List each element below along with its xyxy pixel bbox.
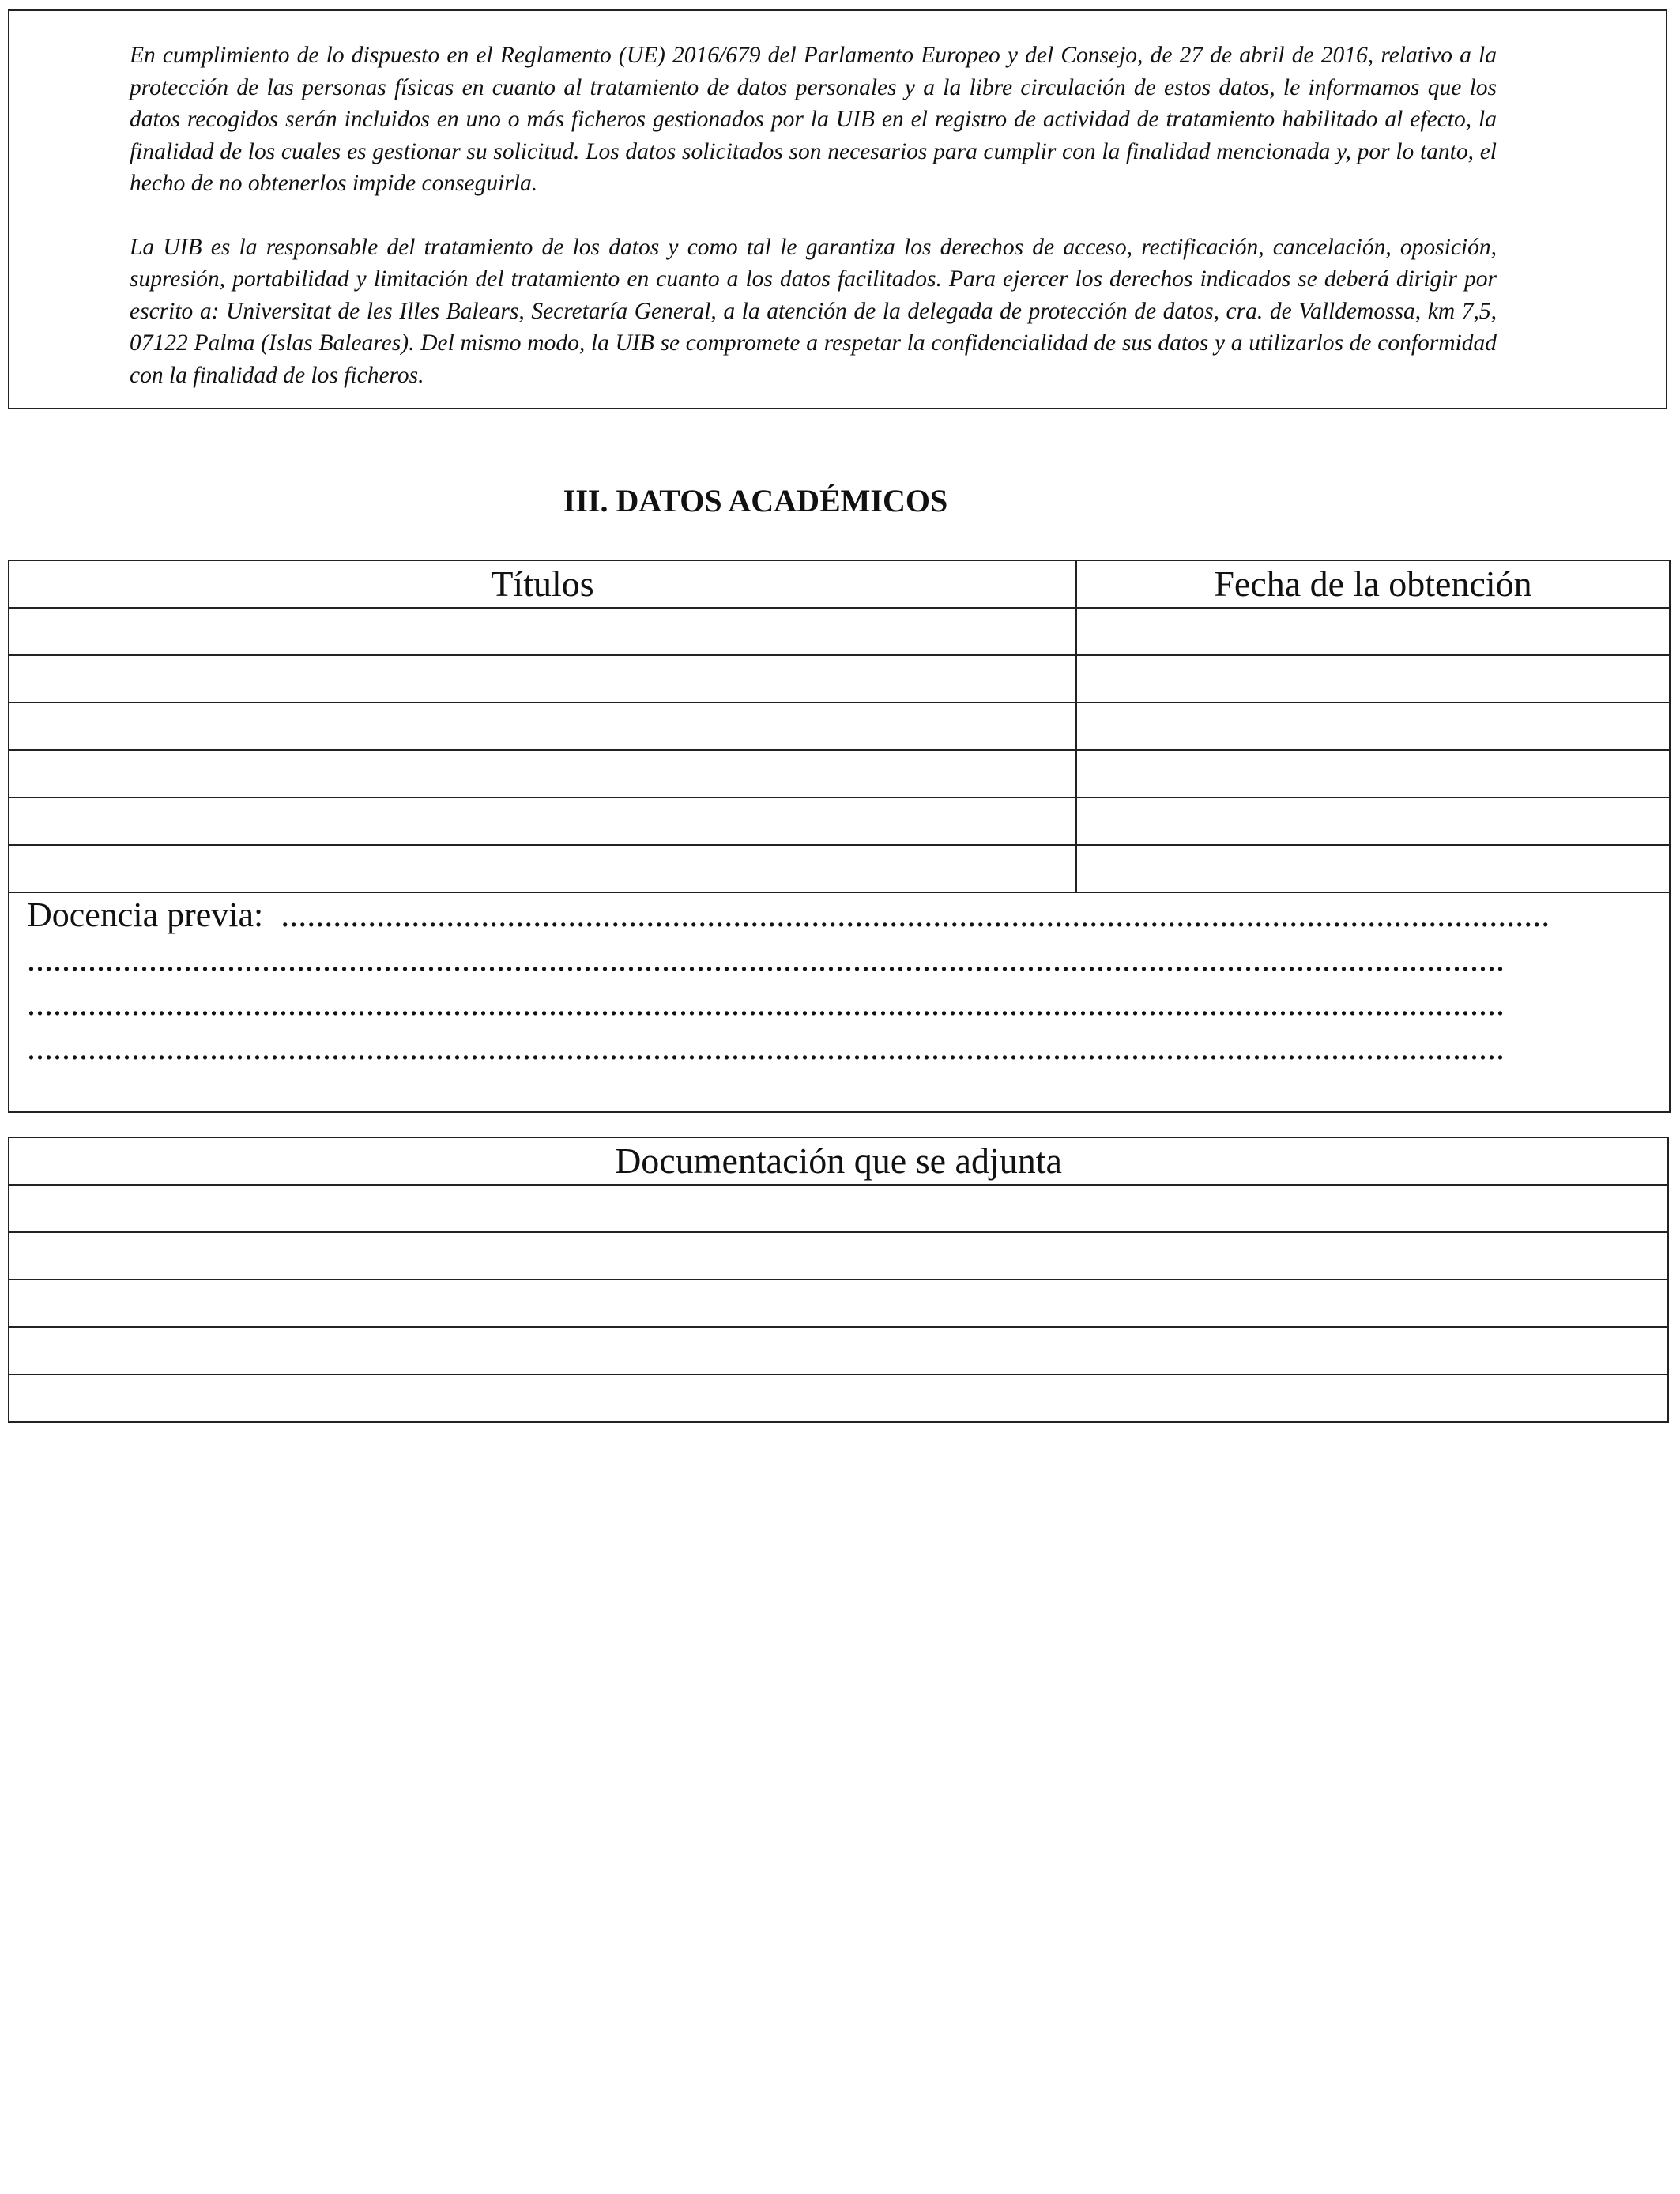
date-column-header: Fecha de la obtención bbox=[1076, 560, 1670, 608]
document-entry-cell[interactable] bbox=[9, 1374, 1668, 1422]
privacy-paragraph-2: La UIB es la responsable del tratamiento de los datos y como tal le garantiza los derechos de acceso, rectificación, cancelación, oposición, supresión, portabilidad y limitación del tratamiento en cuanto a los datos facilitados. Para ejercer los derechos indicados se deberá dirigir por escrito a: Universitat de les Illes Balears, Secretaría General, a la atención de la delegada de protección de datos, cra. de Valldemossa, km 7,5, 07122 Palma (Islas Baleares). Del mismo modo, la UIB se compromete a respetar la confidencialidad de sus datos y a utilizarlos de conformidad con la finalidad de los ficheros. bbox=[130, 234, 1497, 388]
title-entry-cell[interactable] bbox=[9, 655, 1076, 703]
date-entry-cell[interactable] bbox=[1076, 750, 1670, 797]
table-row bbox=[9, 1374, 1668, 1422]
docencia-previa-label: Docencia previa: bbox=[27, 895, 264, 934]
table-row bbox=[9, 608, 1670, 655]
documentation-header: Documentación que se adjunta bbox=[9, 1137, 1668, 1185]
date-entry-cell[interactable] bbox=[1076, 845, 1670, 892]
docencia-dots-1: .................................................................................................................................................. bbox=[281, 895, 1550, 934]
table-header-row bbox=[9, 560, 1670, 608]
data-protection-notice bbox=[8, 9, 1667, 409]
docencia-row bbox=[9, 892, 1670, 1112]
privacy-paragraph-1: En cumplimiento de lo dispuesto en el Reglamento (UE) 2016/679 del Parlamento Europeo y del Consejo, de 27 de abril de 2016, relativo a la protección de las personas físicas en cuanto al tratamiento de datos personales y a la libre circulación de estos datos, le informamos que los datos recogidos serán incluidos en uno o más ficheros gestionados por la UIB en el registro de actividad de tratamiento habilitado al efecto, la finalidad de los cuales es gestionar su solicitud. Los datos solicitados son necesarios para cumplir con la finalidad mencionada y, por lo tanto, el hecho de no obtenerlos impide conseguirla. bbox=[130, 43, 1497, 196]
title-entry-cell[interactable] bbox=[9, 797, 1076, 845]
table-row bbox=[9, 1280, 1668, 1327]
table-row bbox=[9, 1232, 1668, 1280]
title-entry-cell[interactable] bbox=[9, 608, 1076, 655]
title-entry-cell[interactable] bbox=[9, 845, 1076, 892]
table-row bbox=[9, 655, 1670, 703]
section-title: III. DATOS ACADÉMICOS bbox=[563, 483, 948, 518]
docencia-line-1 bbox=[27, 893, 1669, 937]
document-entry-cell[interactable] bbox=[9, 1327, 1668, 1374]
date-entry-cell[interactable] bbox=[1076, 655, 1670, 703]
document-entry-cell[interactable] bbox=[9, 1185, 1668, 1232]
docencia-dots-3: .......................................................................................................................................................................... bbox=[27, 984, 1505, 1023]
table-row bbox=[9, 1185, 1668, 1232]
table-row bbox=[9, 703, 1670, 750]
docencia-previa-field[interactable] bbox=[9, 892, 1670, 1112]
table-row bbox=[9, 750, 1670, 797]
title-entry-cell[interactable] bbox=[9, 703, 1076, 750]
attached-documentation-table bbox=[8, 1137, 1669, 1423]
table-row bbox=[9, 797, 1670, 845]
date-entry-cell[interactable] bbox=[1076, 608, 1670, 655]
document-entry-cell[interactable] bbox=[9, 1280, 1668, 1327]
title-entry-cell[interactable] bbox=[9, 750, 1076, 797]
titles-column-header: Títulos bbox=[9, 560, 1076, 608]
academic-titles-table bbox=[8, 560, 1671, 1113]
date-entry-cell[interactable] bbox=[1076, 797, 1670, 845]
table-row bbox=[9, 1327, 1668, 1374]
date-entry-cell[interactable] bbox=[1076, 703, 1670, 750]
docencia-dots-2: .......................................................................................................................................................................... bbox=[27, 940, 1505, 978]
docencia-dots-4: .......................................................................................................................................................................... bbox=[27, 1028, 1505, 1067]
table-row bbox=[9, 845, 1670, 892]
document-entry-cell[interactable] bbox=[9, 1232, 1668, 1280]
table-header-row bbox=[9, 1137, 1668, 1185]
